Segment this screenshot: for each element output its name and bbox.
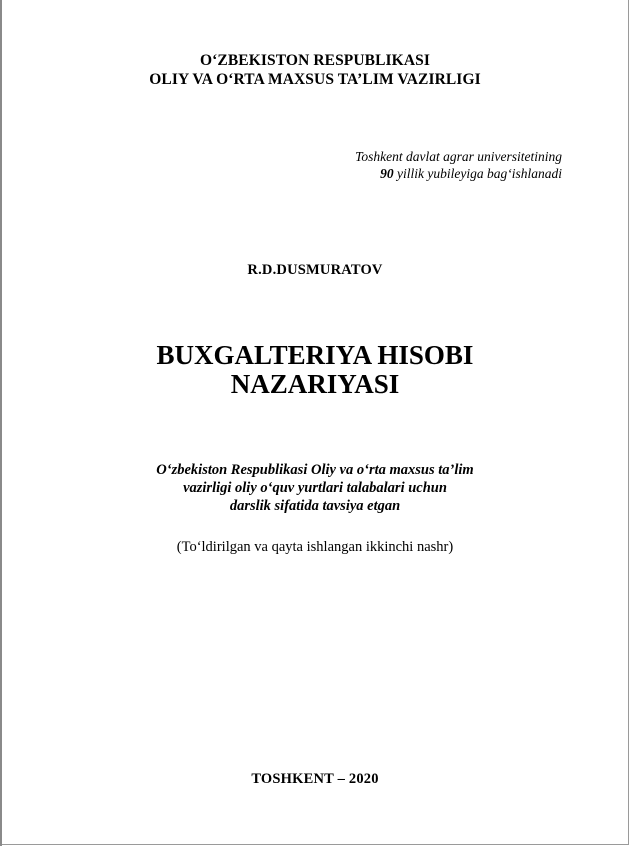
dedication-line-2-text: yillik yubileyiga bag‘ishlanadi [393, 166, 562, 181]
anniversary-number: 90 [380, 166, 394, 181]
dedication [355, 148, 562, 182]
approval-line-1: O‘zbekiston Respublikasi Oliy va o‘rta maxsus ta’lim [156, 462, 474, 478]
city-year: TOSHKENT – 2020 [251, 771, 379, 787]
approval-line-3: darslik sifatida tavsiya etgan [229, 498, 401, 514]
author-name: R.D.DUSMURATOV [247, 262, 383, 278]
ministry-line-2: OLIY VA O‘RTA MAXSUS TA’LIM VAZIRLIGI [149, 71, 481, 88]
title-line-2: NAZARIYASI [230, 369, 400, 399]
title-line-1: BUXGALTERIYA HISOBI [156, 340, 474, 370]
page-left-edge [0, 0, 2, 846]
approval-statement [0, 461, 630, 515]
book-title [0, 341, 630, 399]
dedication-line-2 [355, 165, 562, 182]
dedication-line-1: Toshkent davlat agrar universitetining [355, 149, 562, 164]
edition-note: (To‘ldirilgan va qayta ishlangan ikkinchi nashr) [176, 539, 454, 555]
approval-line-2: vazirligi oliy o‘quv yurtlari talabalari uchun [183, 480, 447, 496]
ministry-header [0, 51, 630, 89]
ministry-line-1: O‘ZBEKISTON RESPUBLIKASI [200, 52, 430, 69]
